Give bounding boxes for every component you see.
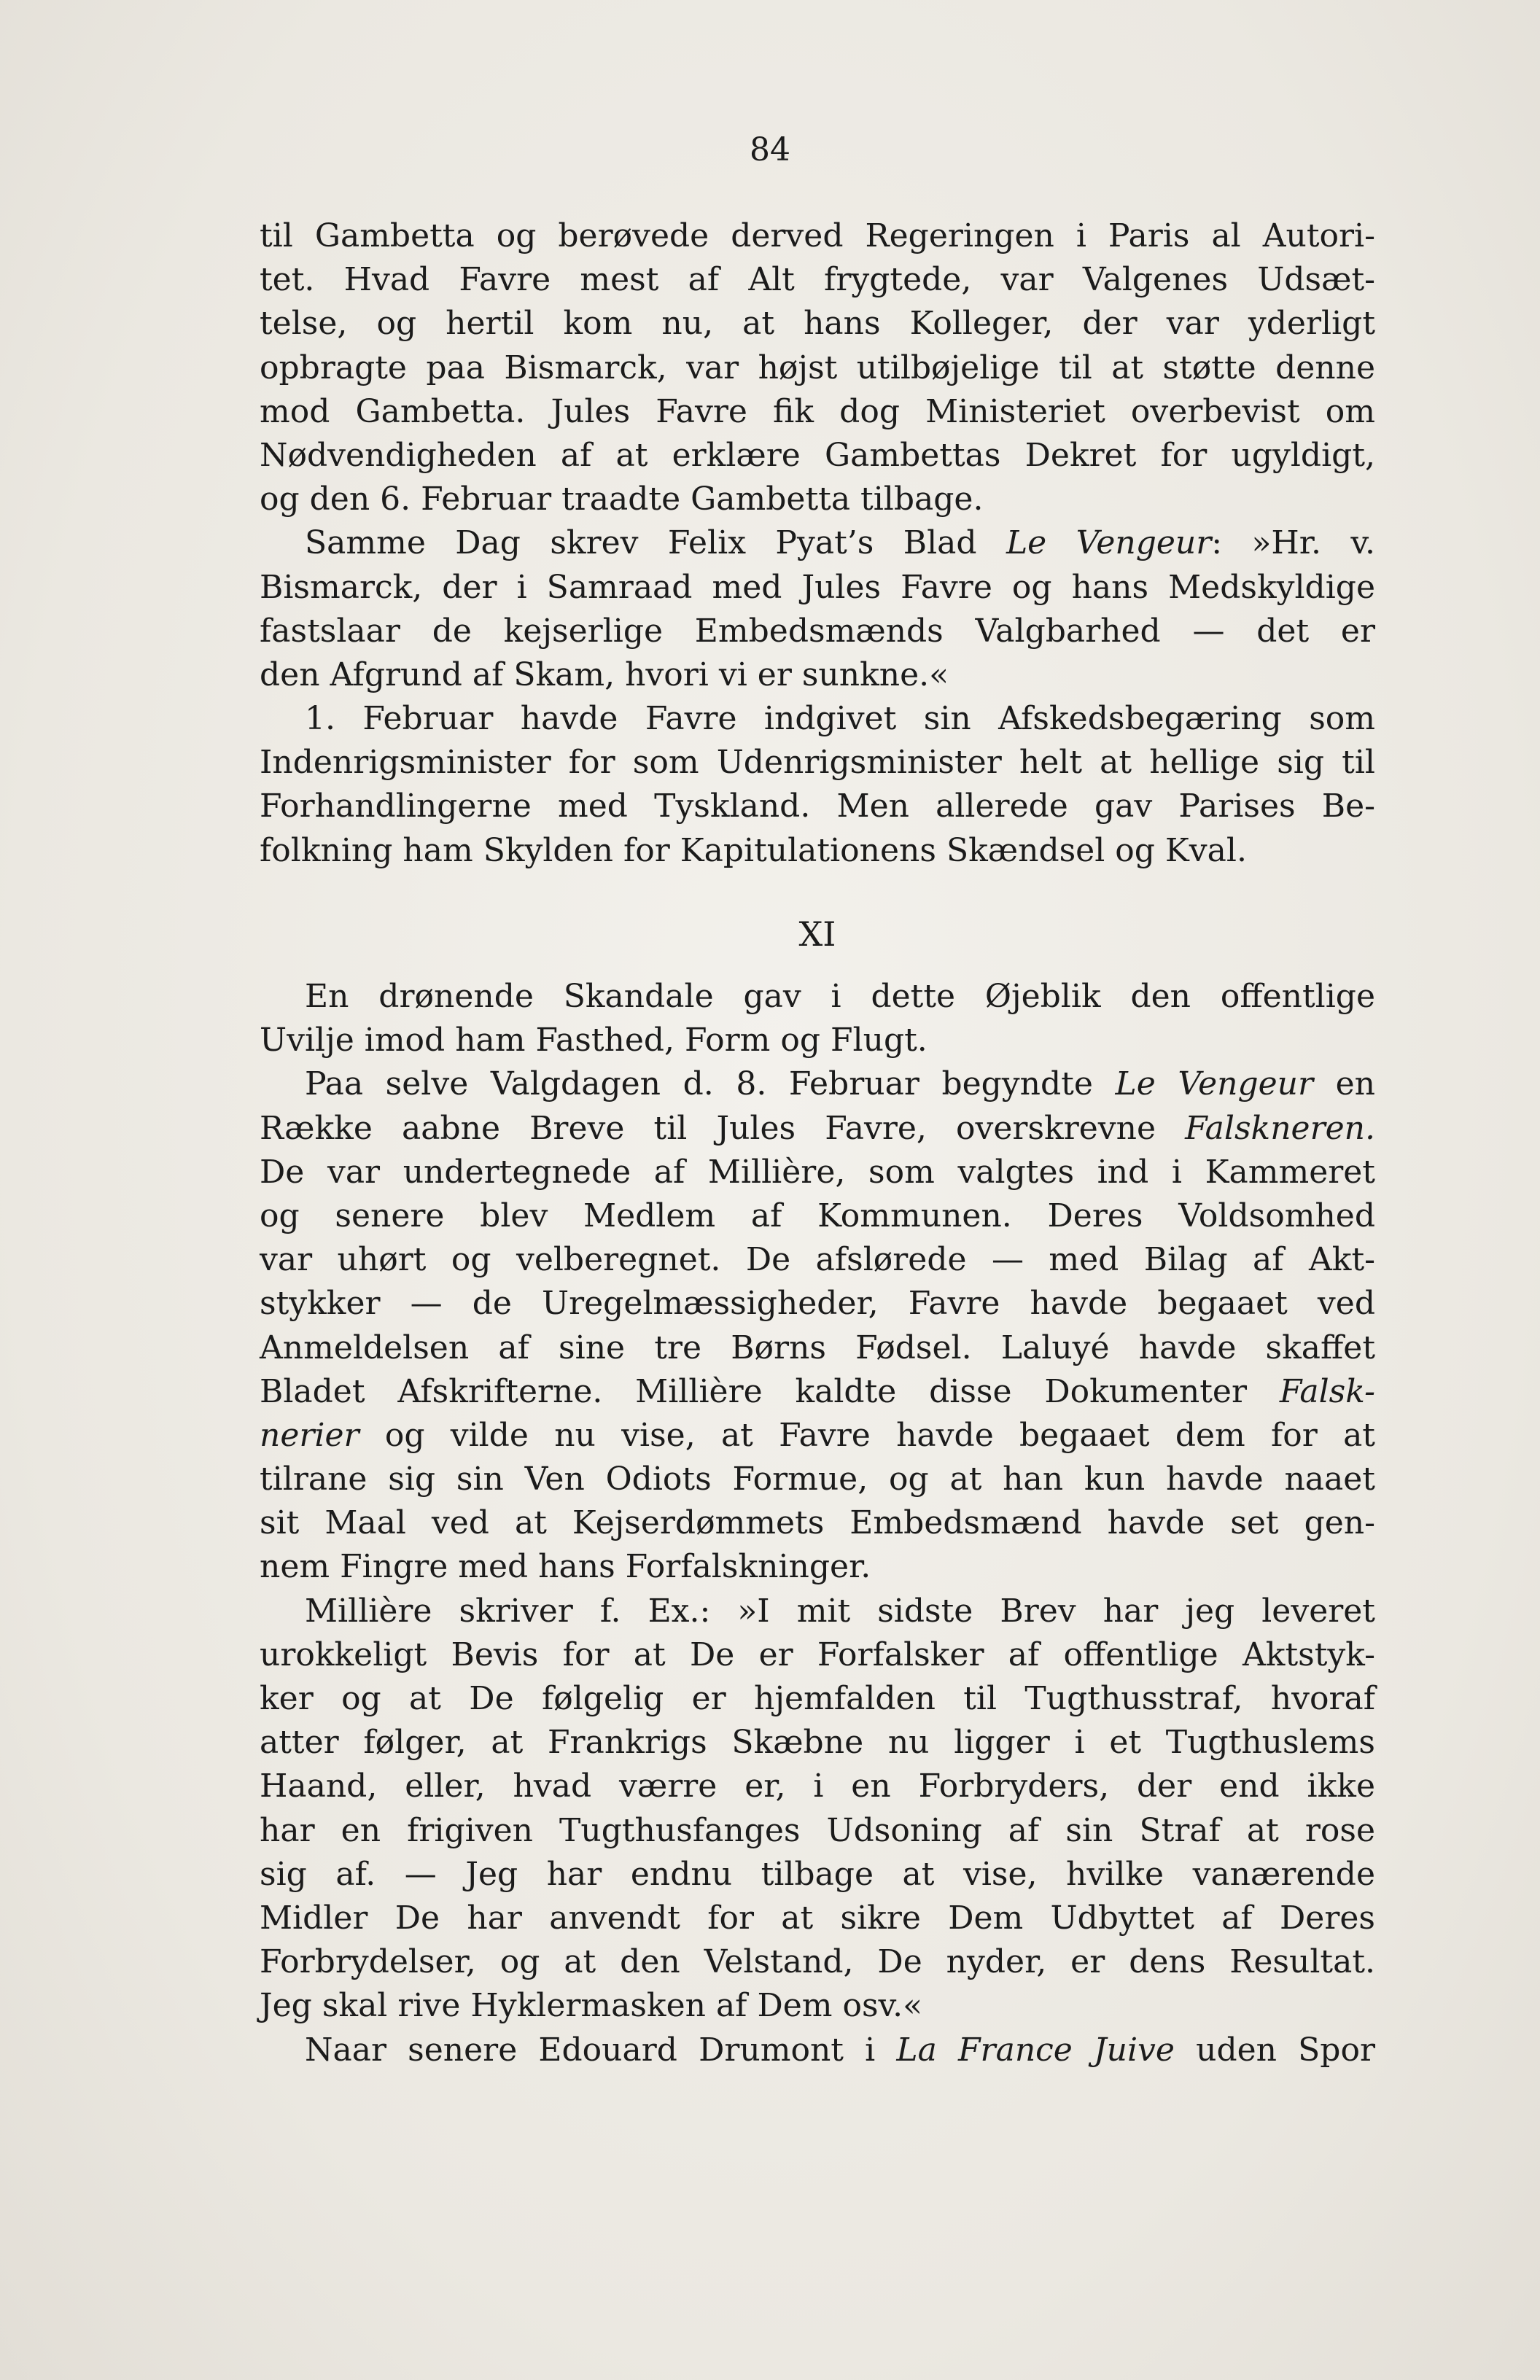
text-line: Jeg skal rive Hyklermasken af Dem osv.« (260, 1987, 923, 2025)
text-line: tilrane sig sin Ven Odiots Formue, og at han kun havde naaet (260, 1461, 1375, 1498)
text-line: sit Maal ved at Kejserdømmets Embedsmænd havde set gen- (260, 1504, 1375, 1542)
text-line: 1. Februar havde Favre indgivet sin Afskedsbegæring som (305, 700, 1375, 738)
text-line: nem Fingre med hans Forfalskninger. (260, 1548, 871, 1586)
text-line: tet. Hvad Favre mest af Alt frygtede, var Valgenes Udsæt- (260, 261, 1375, 299)
text-line: stykker — de Uregelmæssigheder, Favre havde begaaet ved (260, 1285, 1375, 1323)
text-line: Uvilje imod ham Fasthed, Form og Flugt. (260, 1022, 928, 1059)
text-run: uden Spor (1174, 2031, 1375, 2069)
text-line: fastslaar de kejserlige Embedsmænds Valgbarhed — det er (260, 612, 1375, 650)
text-line: urokkeligt Bevis for at De er Forfalsker af offentlige Aktstyk- (260, 1636, 1375, 1673)
text-line: Millière skriver f. Ex.: »I mit sidste Brev har jeg leveret (305, 1592, 1375, 1630)
text-run: Række aabne Breve til Jules Favre, overskrevne (260, 1109, 1186, 1147)
italic-word: nerier (260, 1416, 359, 1454)
text-line: ker og at De følgelig er hjemfalden til Tugthusstraf, hvoraf (260, 1680, 1375, 1717)
text-line: den Afgrund af Skam, hvori vi er sunkne.« (260, 656, 949, 693)
italic-word: Falsk- (1279, 1372, 1375, 1410)
text-line: telse, og hertil kom nu, at hans Kolleger, der var yderligt (260, 305, 1375, 343)
text-line: var uhørt og velberegnet. De afslørede — med Bilag af Akt- (260, 1241, 1375, 1279)
text-line (260, 1370, 1375, 1414)
text-line (260, 1414, 1375, 1458)
page-number: 84 (750, 131, 790, 168)
text-line: folkning ham Skylden for Kapitulationens Skændsel og Kval. (260, 831, 1247, 869)
text-line: Anmeldelsen af sine tre Børns Fødsel. Laluyé havde skaffet (260, 1329, 1375, 1366)
text-run: og vilde nu vise, at Favre havde begaaet dem for at (359, 1416, 1375, 1454)
text-line: har en frigiven Tugthusfanges Udsoning af sin Straf at rose (260, 1811, 1375, 1849)
text-line (260, 1107, 1375, 1151)
text-line: og den 6. Februar traadte Gambetta tilbage. (260, 481, 984, 518)
italic-title: Le Vengeur (1006, 524, 1212, 562)
italic-title: Le Vengeur (1115, 1065, 1314, 1103)
text-line (260, 2029, 1375, 2072)
text-line: Bismarck, der i Samraad med Jules Favre og hans Medskyldige (260, 568, 1375, 606)
text-line: opbragte paa Bismarck, var højst utilbøjelige til at støtte denne (260, 349, 1375, 386)
text-line: Forbrydelser, og at den Velstand, De nyder, er dens Resultat. (260, 1943, 1375, 1981)
text-line: Forhandlingerne med Tyskland. Men allerede gav Parises Be- (260, 788, 1375, 825)
body-text (260, 214, 1375, 2072)
text-line: atter følger, at Frankrigs Skæbne nu ligger i et Tugthuslems (260, 1724, 1375, 1762)
chapter-heading: XI (798, 914, 836, 954)
italic-title: La France Juive (896, 2031, 1175, 2069)
text-run: Bladet Afskrifterne. Millière kaldte disse Dokumenter (260, 1372, 1280, 1410)
text-line: sig af. — Jeg har endnu tilbage at vise, hvilke vanærende (260, 1855, 1375, 1893)
text-run: Naar senere Edouard Drumont i (305, 2031, 897, 2069)
text-line: Haand, eller, hvad værre er, i en Forbryders, der end ikke (260, 1768, 1375, 1805)
text-line: Indenrigsminister for som Udenrigsminister helt at hellige sig til (260, 744, 1375, 782)
text-line: De var undertegnede af Millière, som valgtes ind i Kammeret (260, 1153, 1375, 1191)
text-line: og senere blev Medlem af Kommunen. Deres Voldsomhed (260, 1197, 1375, 1234)
text-run: Samme Dag skrev Felix Pyat’s Blad (305, 524, 1006, 562)
text-line: Midler De har anvendt for at sikre Dem Udbyttet af Deres (260, 1899, 1375, 1937)
text-line: til Gambetta og berøvede derved Regeringen i Paris al Autori- (260, 217, 1375, 254)
text-run: en (1313, 1065, 1375, 1103)
text-run: : »Hr. v. (1211, 524, 1375, 562)
text-line: mod Gambetta. Jules Favre fik dog Ministeriet overbevist om (260, 392, 1375, 430)
italic-title: Falskneren. (1185, 1109, 1375, 1147)
text-run: Paa selve Valgdagen d. 8. Februar begyndte (305, 1065, 1116, 1103)
text-line (260, 1062, 1375, 1106)
text-line: En drønende Skandale gav i dette Øjeblik den offentlige (305, 978, 1375, 1015)
text-line (260, 521, 1375, 565)
text-line: Nødvendigheden af at erklære Gambettas Dekret for ugyldigt, (260, 436, 1375, 474)
